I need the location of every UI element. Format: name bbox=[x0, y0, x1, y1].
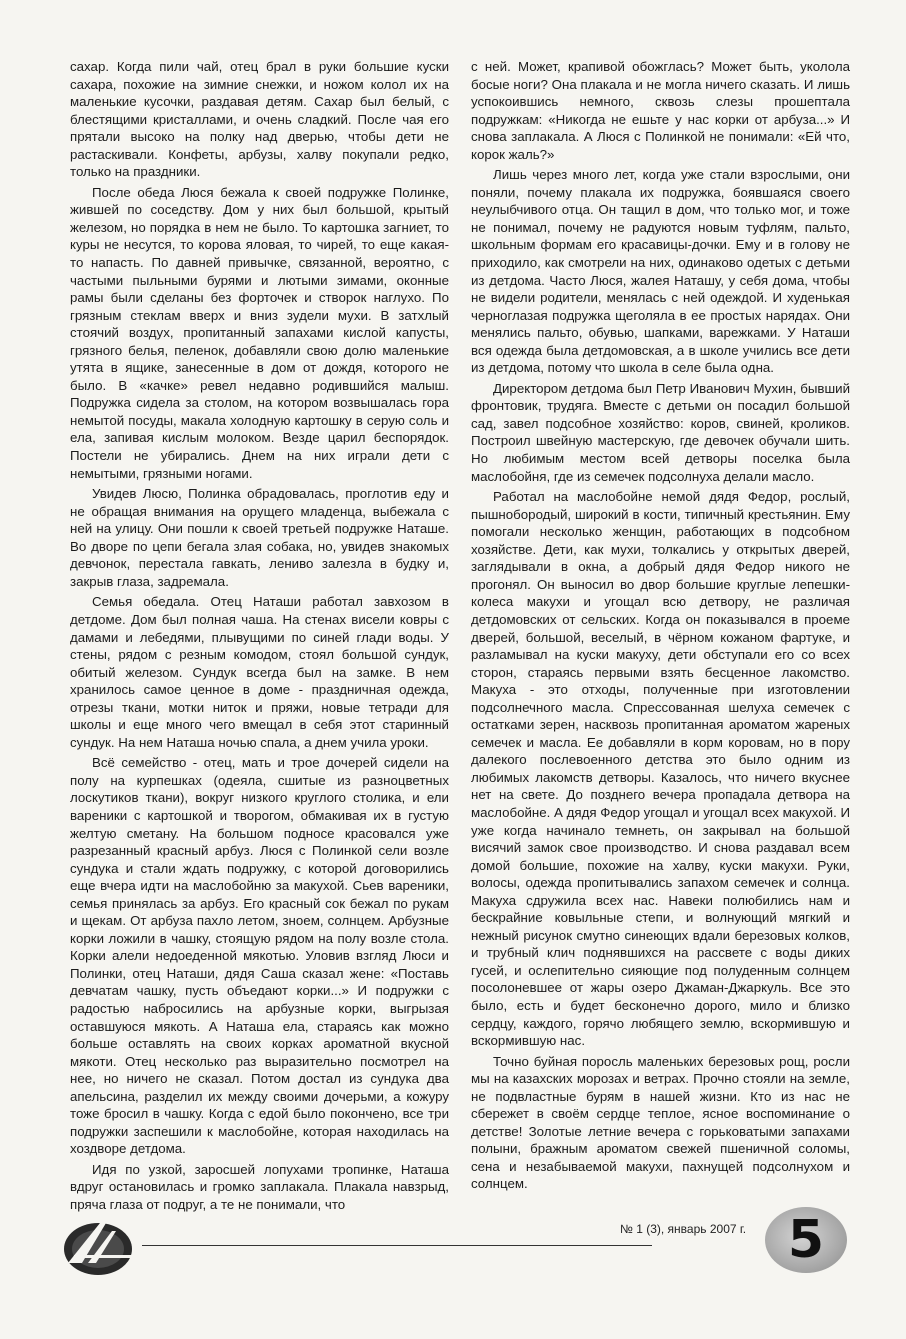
magazine-logo-icon bbox=[60, 1215, 138, 1277]
paragraph: После обеда Люся бежала к своей подружке Полинке, жившей по соседству. Дом у них был большой, крытый железом, но порядка в нем не было. То картошка загниет, то куры не несутся, то корова яловая, то чирей, то еще какая-то напасть. По давней привычке, связанной, вероятно, с частыми пыльными бурями и лютыми зимами, оконные рамы были сделаны без форточек и створок наглухо. По грязным стеклам вверх и вниз зудели мухи. В затхлый стоячий воздух, пропитанный запахами кислой капусты, грязного белья, пеленок, добавляли свою долю маленькие утята в ящике, занесенные в дом от дождя, которого не было. В «качке» ревел недавно родившийся малыш. Подружка сидела за столом, на котором возвышалась гора немытой посуды, макала холодную картошку в серую соль и ела, запивая кислым молоком. Везде царил беспорядок. Постели не убирались. Днем на них играли дети с немытыми, грязными ногами. bbox=[70, 184, 449, 481]
paragraph: Точно буйная поросль маленьких березовых рощ, росли мы на казахских морозах и ветрах. Прочно стояли на земле, не подвластные бурям в нашей жизни. Кто из нас не сбережет в своём сердце теплое, ясное воспоминание о детстве! Золотые летние вечера с горьковатыми запахами полыни, бражным ароматом свежей пшеничной соломы, сена и незабываемой макухи, пахнущей подсолнухом и солнцем. bbox=[471, 1053, 850, 1192]
paragraph: Увидев Люсю, Полинка обрадовалась, проглотив еду и не обращая внимания на орущего младенца, выбежала с ней на улицу. Они пошли к своей третьей подружке Наташе. Во дворе по цепи бегала злая собака, но, увидев знакомых девчонок, перестала гавкать, лениво залезла в будку и, закрыв глаза, задремала. bbox=[70, 486, 449, 589]
text-column-left bbox=[70, 58, 449, 1212]
paragraph: Работал на маслобойне немой дядя Федор, рослый, пышнобородый, широкий в кости, типичный крестьянин. Ему помогали несколько женщин, работающих в подсобном хозяйстве. Дети, как мухи, толкались у открытых дверей, заглядывали в окна, а добрый дядя Федор никого не прогонял. Он выносил во двор большие круглые лепешки-колеса макухи и угощал всю детвору, не различая детдомовских от сельских. Когда он показывался в проеме дверей, большой, веселый, в чёрном кожаном фартуке, и разламывал на куски макуху, дети обступали его со всех сторон, стараясь первыми взять бесценное лакомство. Макуха - это отходы, полученные при изготовлении подсолнечного масла. Спрессованная шелуха семечек с остатками зерен, насквозь пропитанная ароматом жареных семечек и масла. Ее добавляли в корм коровам, но в пору далекого послевоенного детства это было одним из любимых лакомств детворы. Казалось, что ничего вкуснее нет на свете. До позднего вечера пропадала детвора на маслобойне. А дядя Федор угощал и угощал всех макухой. И уже когда начинало темнеть, он закрывал на большой висячий замок свое производство. И снова раздавал всем домой большие, похожие на халву, куски макухи. Руки, волосы, одежда пропитывались запахом семечек и солнца. Макуха сдружила всех нас. Навеки полюбились нам и бескрайние ковыльные степи, и волнующий мягкий и нежный рисунок смутно синеющих вдали березовых колков, и трубный клич поднявшихся на рассвете с воды диких гусей, и ослепительно сияющие под полуденным солнцем посолоневшее от жары озеро Джаман-Джаркуль. Все это было, есть и будет бесконечно дорого, мило и близко сердцу, каждого, горячо любящего землю, вскормившую и вскормившую нас. bbox=[471, 489, 851, 1049]
paragraph: Лишь через много лет, когда уже стали взрослыми, они поняли, почему плакала их подружка, боявшаяся своего неулыбчивого отца. Он тащил в дом, что только мог, и тоже не понимал, почему не радуются новым туфлям, пальто, школьным формам его красавицы-дочки. Ему и в голову не приходило, как смотрели на них, одинаково одетых с детьми из детдома. Часто Люся, жалея Наташу, у себя дома, чтобы не видели родители, менялась с ней одеждой. И худенькая черноглазая подружка щеголяла в ее простых нарядах. Они менялись пальто, обувью, шапками, варежками. У Наташи вся одежда была детдомовская, а в школе учились все дети из детдома, потому что школа в селе была одна. bbox=[471, 167, 850, 376]
page-number-badge bbox=[765, 1207, 847, 1273]
paragraph: сахар. Когда пили чай, отец брал в руки большие куски сахара, похожие на зимние снежки, и ножом колол их на маленькие кусочки, раздавая детям. Сахар был белый, с блестящими кристаллами, и очень сладкий. После чая его прятали высоко на полку над дверью, чтобы дети не растаскивали. Конфеты, арбузы, халву покупали редко, только на праздники. bbox=[70, 59, 449, 180]
paragraph: с ней. Может, крапивой обожглась? Может быть, уколола босые ноги? Она плакала и не могла ничего сказать. И лишь успокоившись немного, сквозь слезы прошептала подружкам: «Никогда не ешьте у нас корки от арбуза...» И снова заплакала. А Люся с Полинкой не понимали: «Ей что, корок жаль?» bbox=[471, 59, 850, 162]
page-number: 5 bbox=[787, 1210, 825, 1270]
paragraph: Директором детдома был Петр Иванович Мухин, бывший фронтовик, трудяга. Вместе с детьми он посадил большой сад, завел подсобное хозяйство: коров, свиней, кроликов. Построил швейную мастерскую, где девочек обучали шить. Но любимым местом всей детворы поселка была маслобойня, где из семечек подсолнуха делали масло. bbox=[471, 380, 850, 484]
article-body bbox=[70, 58, 851, 1212]
paragraph: Идя по узкой, заросшей лопухами тропинке, Наташа вдруг остановилась и громко заплакала. Плакала навзрыд, пряча глаза от подруг, а те не понимали, что bbox=[70, 1161, 449, 1212]
text-column-right bbox=[471, 58, 850, 1193]
paragraph: Семья обедала. Отец Наташи работал завхозом в детдоме. Дом был полная чаша. На стенах висели ковры с дамами и лебедями, плывущими по синей глади воды. У стены, рядом с резным комодом, стоял большой сундук, обитый железом. Сундук всегда был на замке. В нем хранилось самое ценное в доме - праздничная одежда, отрезы ткани, мотки ниток и пряжи, новые тетради для школы и еще много чего вмещал в себя этот старинный сундук. На нем Наташа ночью спала, а днем учила уроки. bbox=[70, 594, 449, 750]
page-footer bbox=[60, 1205, 860, 1285]
issue-label: № 1 (3), январь 2007 г. bbox=[620, 1222, 747, 1236]
footer-rule bbox=[142, 1245, 652, 1246]
paragraph: Всё семейство - отец, мать и трое дочерей сидели на полу на курпешках (одеяла, сшитые из разноцветных лоскутиков ткани), вокруг низкого круглого столика, и ели вареники с картошкой и творогом, обмакивая их в густую желтую сметану. На большом подносе красовался уже разрезанный красный арбуз. Люся с Полинкой сели возле сундука и стали ждать подружку, с которой договорились еще вчера идти на маслобойню за макухой. Сьев вареники, семья принялась за арбуз. Его красный сок бежал по рукам и щекам. От арбуза пахло летом, зноем, солнцем. Арбузные корки ложили в чашку, стоящую рядом на полу возле стола. Корки алели недоеденной мякотью. Уловив взгляд Люси и Полинки, отец Наташи, дядя Саша сказал жене: «Поставь девчатам чашку, пусть объедают корки...» И подружки с радостью набросились на арбузные корки, выгрызая оставшуюся мякоть. А Наташа ела, стараясь как можно больше оставлять на своих корках ароматной вкусной мякоти. Отец несколько раз выразительно посмотрел на нее, но ничего не сказал. Потом достал из сундука два апельсина, разделил их между своими дочерьми, а кожуру тоже бросил в чашку. Когда с едой было покончено, все три подружки заспешили к маслобойне, которая находилась на хоздворе детдома. bbox=[70, 755, 449, 1157]
